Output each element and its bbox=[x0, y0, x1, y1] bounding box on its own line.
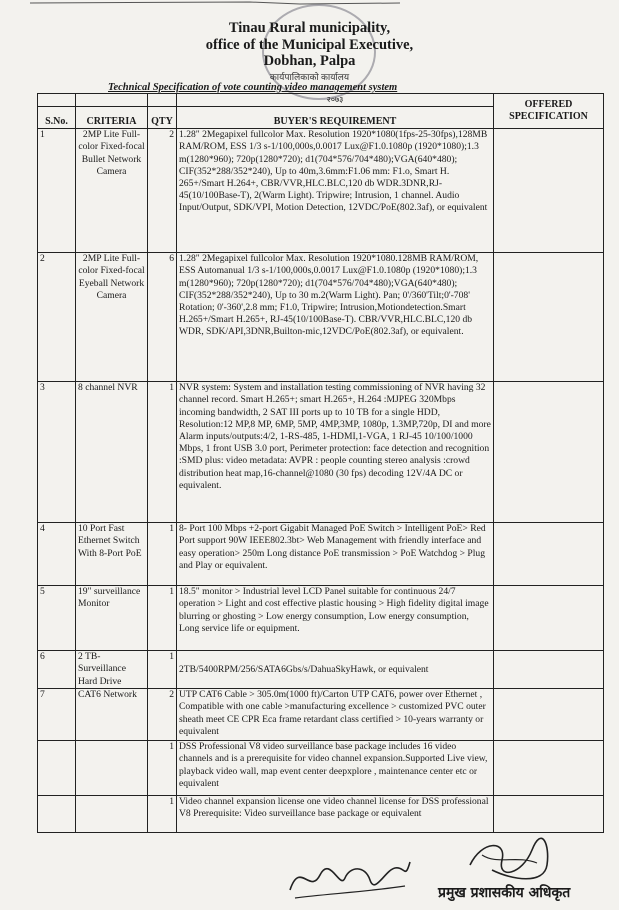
handwritten-signature-left bbox=[285, 850, 415, 905]
row-requirement: UTP CAT6 Cable > 305.0m(1000 ft)/Carton UTP CAT6, power over Ethernet , Compatible with one cable >manufacturing excellence > customized PVC outer sheath meet CE CPR Eca frame retardant class certified > 10-years warranty or equivalent bbox=[177, 689, 494, 741]
row-sno: 5 bbox=[38, 586, 76, 651]
row-criteria: 2MP Lite Full-color Fixed-focal Bullet Network Camera bbox=[76, 129, 148, 253]
row-requirement: 2TB/5400RPM/256/SATA6Gbs/s/DahuaSkyHawk, or equivalent bbox=[177, 651, 494, 689]
table-row bbox=[38, 741, 604, 796]
stamp-text: कार्यपालिकाको कार्यालय bbox=[269, 72, 350, 82]
row-criteria: 8 channel NVR bbox=[76, 382, 148, 523]
row-offered bbox=[494, 523, 604, 586]
stamp-number: २०७३ bbox=[177, 94, 494, 107]
row-sno: 7 bbox=[38, 689, 76, 741]
table-row bbox=[38, 382, 604, 523]
table-row bbox=[38, 586, 604, 651]
col-qty: QTY bbox=[148, 107, 177, 129]
row-qty: 1 bbox=[148, 651, 177, 689]
row-sno bbox=[38, 796, 76, 833]
row-offered bbox=[494, 689, 604, 741]
row-offered bbox=[494, 796, 604, 833]
row-offered bbox=[494, 253, 604, 382]
table-row bbox=[38, 651, 604, 689]
row-offered bbox=[494, 651, 604, 689]
document-subtitle: Technical Specification of vote counting video management system bbox=[108, 82, 398, 93]
col-sno: S.No. bbox=[38, 107, 76, 129]
table-top-row bbox=[38, 94, 604, 107]
row-criteria: 19" surveillance Monitor bbox=[76, 586, 148, 651]
office-name: Tinau Rural municipality, bbox=[228, 20, 391, 36]
table-row bbox=[38, 689, 604, 741]
row-sno: 4 bbox=[38, 523, 76, 586]
row-requirement: DSS Professional V8 video surveillance base package includes 16 video channels and is a prerequisite for video channel expansion.Supported Live view, playback video wall, map event center deepxplore , maintenance center etc or equivalent bbox=[177, 741, 494, 796]
row-qty: 1 bbox=[148, 796, 177, 833]
row-qty: 6 bbox=[148, 253, 177, 382]
table-row bbox=[38, 129, 604, 253]
row-qty: 1 bbox=[148, 523, 177, 586]
row-sno: 6 bbox=[38, 651, 76, 689]
row-requirement: 18.5" monitor > Industrial level LCD Panel suitable for continuous 24/7 operation > Light and cost effective plastic housing > High fidelity digital image blurring or ghosting > Low energy consumption, Low energy consumption, Long service life or equipment. bbox=[177, 586, 494, 651]
row-offered bbox=[494, 382, 604, 523]
specification-table bbox=[37, 93, 604, 833]
office-department: office of the Municipal Executive, bbox=[205, 37, 414, 53]
signature-designation: प्रमुख प्रशासकीय अधिकृत bbox=[438, 885, 571, 901]
table-row bbox=[38, 796, 604, 833]
col-criteria: CRITERIA bbox=[76, 107, 148, 129]
row-sno: 1 bbox=[38, 129, 76, 253]
row-criteria: 2MP Lite Full-color Fixed-focal Eyeball Network Camera bbox=[76, 253, 148, 382]
row-offered bbox=[494, 129, 604, 253]
row-qty: 1 bbox=[148, 586, 177, 651]
row-sno: 2 bbox=[38, 253, 76, 382]
row-criteria: 2 TB- Surveillance Hard Drive bbox=[76, 651, 148, 689]
row-sno: 3 bbox=[38, 382, 76, 523]
row-requirement: 1.28" 2Megapixel fullcolor Max. Resolution 1920*1080.128MB RAM/ROM, ESS Automanual 1/3 s-1/100,000s,0.0017 Lux@F1.0.1080p (1920*1080);1.3 m(1280*960); 720p(1280*720); d1(704*576/704*480);VGA(640*480); CIF(352*288/352*240), Up to 30 m.2(Warm Light). Pan; 0'/360'Tilt;0'-708' Rotation; 0'-360',2.8 mm; F1.0, Tripwire; Intrusion,Motiondetection.Smart H.265+/Smart H.265+, RJ-45(10/100Base-T). CBR/VVR,HLC.BLC,120 db WDR, SDK/API,3DNR,Builton-mic,12VDC/PoE(802.3af), or equivalent. bbox=[177, 253, 494, 382]
handwritten-signature-right bbox=[462, 835, 557, 885]
row-requirement: NVR system: System and installation testing commissioning of NVR having 32 channel record. Smart H.265+; smart H.265+, H.264 :MJPEG 320Mbps incoming bandwidth, 2 SAT III ports up to 10 TB for a single HDD, Resolution:12 MP,8 MP, 6MP, 5MP, 4MP,3MP, 1080p, 1.3MP,720p, DI and more Alarm inputs/outputs:4/2, 1-RS-485, 1-HDMI,1-VGA, 1 RJ-45 10/100/1000 Mbps, 1 front USB 3.0 port, Perimeter protection: face detection and recognition :SMD plus: video metadata: AVPR : people counting stereo analysis :crowd distribution heat map,16-channel@1080 (30 fps) decoding 12V/4A DC or equivalent. bbox=[177, 382, 494, 523]
row-offered bbox=[494, 741, 604, 796]
office-location: Dobhan, Palpa bbox=[263, 53, 356, 69]
row-qty: 2 bbox=[148, 129, 177, 253]
row-criteria: 10 Port Fast Ethernet Switch With 8-Port PoE bbox=[76, 523, 148, 586]
col-offered: OFFERED SPECIFICATION bbox=[494, 94, 604, 129]
row-criteria bbox=[76, 796, 148, 833]
row-qty: 2 bbox=[148, 689, 177, 741]
row-qty: 1 bbox=[148, 382, 177, 523]
row-criteria: CAT6 Network bbox=[76, 689, 148, 741]
col-requirement: BUYER'S REQUIREMENT bbox=[177, 107, 494, 129]
row-criteria bbox=[76, 741, 148, 796]
row-requirement: Video channel expansion license one video channel license for DSS professional V8 Prerequisite: Video surveillance base package or equivalent bbox=[177, 796, 494, 833]
row-sno bbox=[38, 741, 76, 796]
row-requirement: 1.28" 2Megapixel fullcolor Max. Resolution 1920*1080(1fps-25-30fps),128MB RAM/ROM, ESS 1/3 s-1/100,000s,0.0017 Lux@F1.0.1080p (1920*1080);1.3 m(1280*960); 720p(1280*720); d1(704*576/704*480);VGA(640*480); CIF(352*288/352*240), Up to 40m,3.6mm:F1.06 mm: F1.o, Smart H. 265+/Smart H.264+, CBR/VVR,HLC.BLC,120 db WDR.3DNR,RJ-45(10/100Base-T), 2(Warm Light). Tripwire; Intrusion, 1 channel. Audio Input/Output, SDK/VPI, Motion Detection, 12VDC/PoE(802.3af), or equivalent bbox=[177, 129, 494, 253]
row-qty: 1 bbox=[148, 741, 177, 796]
row-requirement: 8- Port 100 Mbps +2-port Gigabit Managed PoE Switch > Intelligent PoE> Red Port support 90W IEEE802.3bt> Web Management with friendly interface and easy operation> 250m Long distance PoE transmission > PoE Watchdog > Plug and Play or equivalent. bbox=[177, 523, 494, 586]
table-row bbox=[38, 253, 604, 382]
row-offered bbox=[494, 586, 604, 651]
table-row bbox=[38, 523, 604, 586]
